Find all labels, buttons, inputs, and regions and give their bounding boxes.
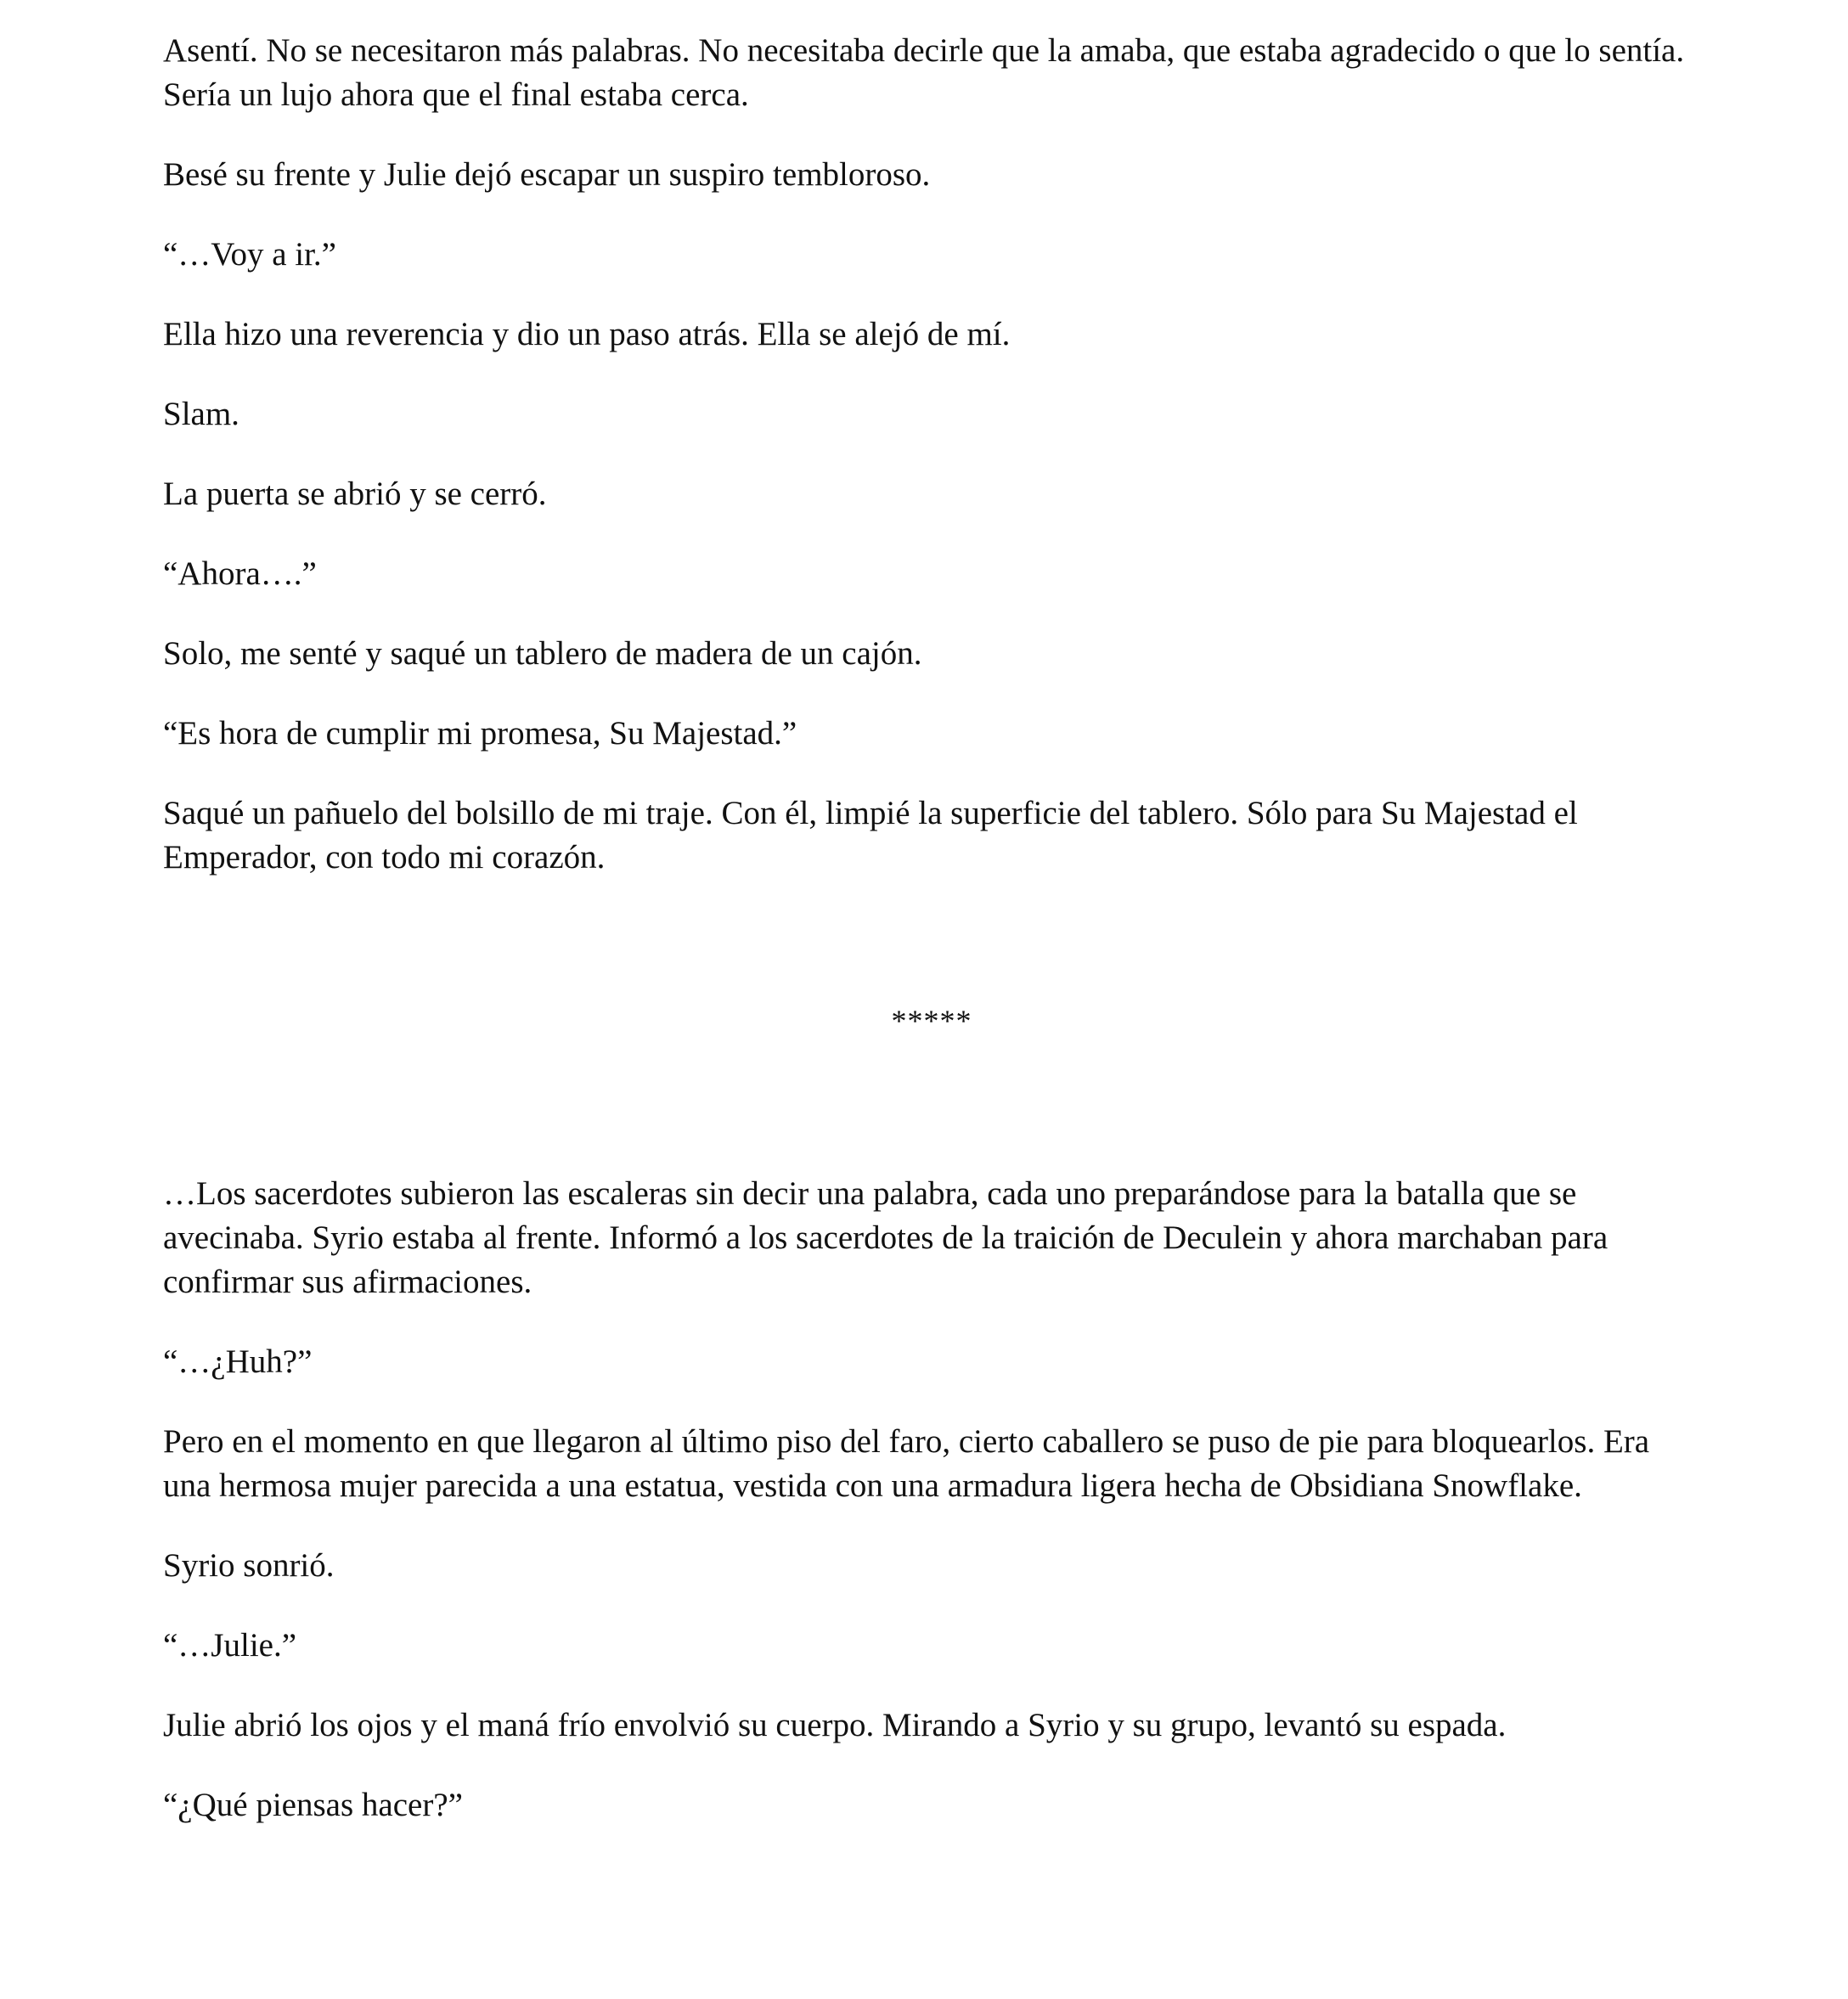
paragraph: Julie abrió los ojos y el maná frío envolvió su cuerpo. Mirando a Syrio y su grupo, levantó su espada. (163, 1707, 1507, 1743)
paragraph: …Los sacerdotes subieron las escaleras sin decir una palabra, cada uno preparándose para la batalla que se avecinaba. Syrio estaba al frente. Informó a los sacerdotes de la traición de Deculein y ahora marchaban para confirmar sus afirmaciones. (163, 1175, 1609, 1300)
paragraph: “…Voy a ir.” (163, 236, 336, 273)
paragraph: Saqué un pañuelo del bolsillo de mi traje. Con él, limpié la superficie del tablero. Sólo para Su Majestad el Emperador, con todo mi corazón. (163, 795, 1578, 876)
paragraph: Slam. (163, 396, 239, 432)
paragraph: La puerta se abrió y se cerró. (163, 476, 547, 512)
paragraph: Pero en el momento en que llegaron al último piso del faro, cierto caballero se puso de pie para bloquearlos. Era una hermosa mujer parecida a una estatua, vestida con una armadura ligera hecha de Obsidiana Snowflake. (163, 1423, 1650, 1504)
document-page (163, 29, 1700, 1863)
paragraph: “Ahora….” (163, 555, 317, 592)
section-separator: ***** (891, 1004, 972, 1038)
paragraph: “Es hora de cumplir mi promesa, Su Majestad.” (163, 715, 797, 752)
paragraph: “¿Qué piensas hacer?” (163, 1787, 463, 1823)
paragraph: Syrio sonrió. (163, 1547, 335, 1584)
paragraph: Asentí. No se necesitaron más palabras. No necesitaba decirle que la amaba, que estaba agradecido o que lo sentía. Sería un lujo ahora que el final estaba cerca. (163, 32, 1685, 113)
paragraph: Besé su frente y Julie dejó escapar un suspiro tembloroso. (163, 156, 931, 193)
paragraph: Ella hizo una reverencia y dio un paso atrás. Ella se alejó de mí. (163, 316, 1011, 352)
section-gap (163, 1043, 1700, 1172)
paragraph: “…¿Huh?” (163, 1343, 313, 1380)
paragraph: Solo, me senté y saqué un tablero de madera de un cajón. (163, 635, 922, 672)
paragraph: “…Julie.” (163, 1627, 297, 1664)
